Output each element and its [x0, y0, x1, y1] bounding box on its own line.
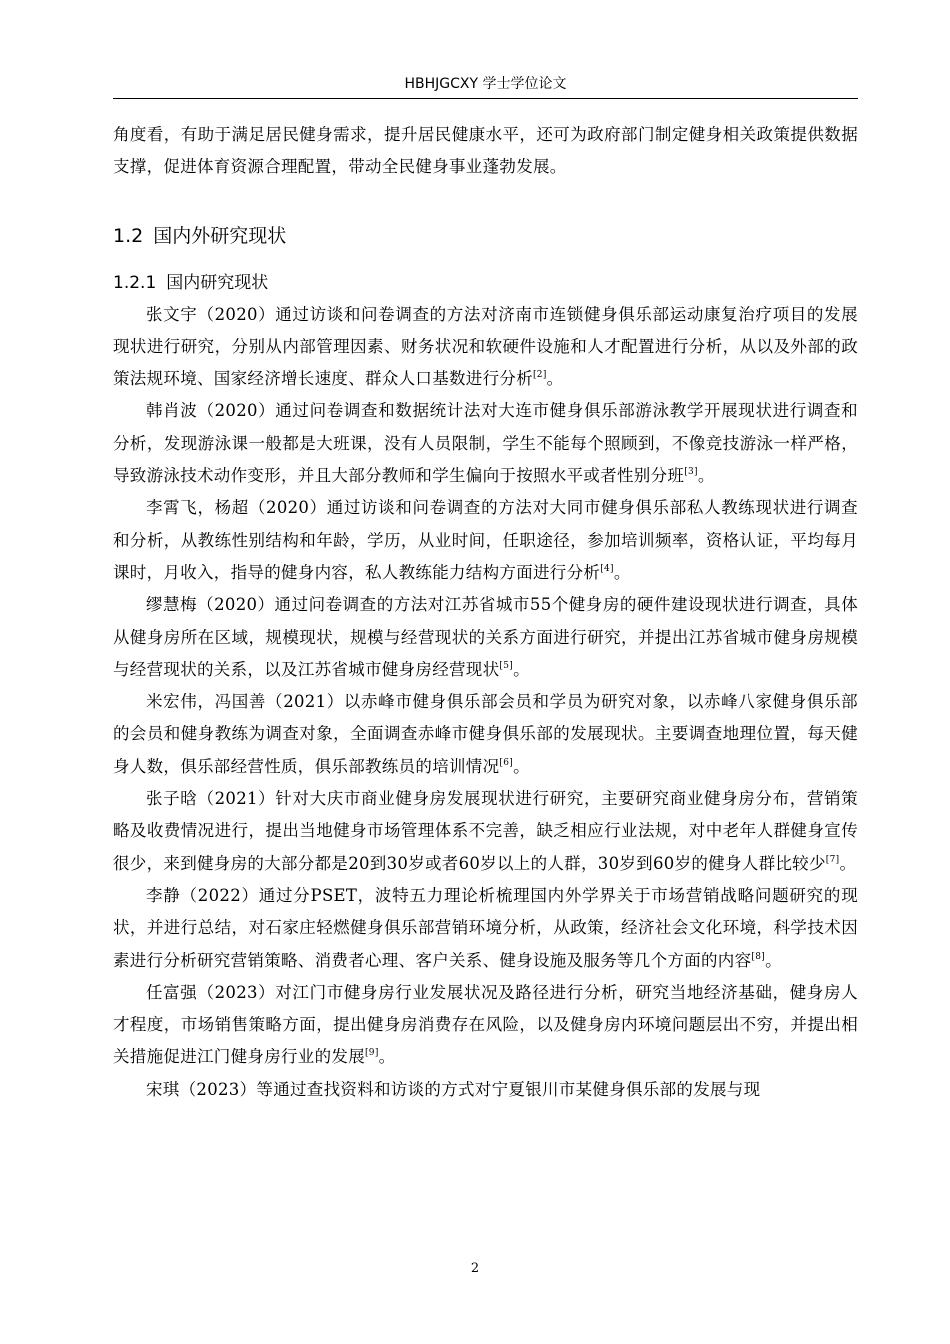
section-title: 国内外研究现状: [153, 224, 287, 247]
citation-ref: [4]: [600, 563, 614, 574]
paragraph-miao-huimei: [113, 589, 858, 686]
citation-ref: [3]: [684, 467, 698, 478]
paragraph-text: 李霄飞，杨超（2020）通过访谈和问卷调查的方法对大同市健身俱乐部私人教练现状进行调查和分析，从教练性别结构和年龄，学历，从业时间，任职途径，参加培训频率，资格认证，平均每月课时，月收入，指导的健身内容，私人教练能力结构方面进行分析: [113, 498, 858, 582]
paragraph-li-jing: [113, 880, 858, 977]
paragraph-text: 宋琪（2023）等通过查找资料和访谈的方式对宁夏银川市某健身俱乐部的发展与现: [146, 1079, 761, 1099]
paragraph-li-xiaofei: [113, 492, 858, 589]
paragraph-end: 。: [513, 756, 530, 776]
paragraph-end: 。: [378, 1047, 396, 1067]
section-number: 1.2: [113, 224, 144, 247]
paragraph-mi-hongwei: [113, 686, 858, 783]
running-header: HBHJGCXY 学士学位论文: [404, 76, 567, 92]
paragraph-end: 。: [765, 950, 782, 970]
section-heading: [113, 222, 858, 250]
page-number: 2: [470, 1261, 480, 1276]
intro-paragraph: 角度看，有助于满足居民健身需求，提升居民健康水平，还可为政府部门制定健身相关政策提供数据支撑，促进体育资源合理配置，带动全民健身事业蓬勃发展。: [113, 125, 858, 177]
subsection-heading: [113, 270, 858, 296]
citation-ref: [7]: [825, 854, 840, 865]
paragraph-end: 。: [546, 369, 564, 389]
paragraph-ren-fuqiang: [113, 977, 858, 1074]
citation-ref: [8]: [751, 951, 766, 962]
citation-ref: [9]: [365, 1048, 379, 1059]
paragraph-zhang-zihan: [113, 783, 858, 880]
paragraph-text: 李静（2022）通过分PSET，波特五力理论析梳理国内外学界关于市场营销战略问题研究的现状，并进行总结，对石家庄轻燃健身俱乐部营销环境分析，从政策，经济社会文化环境，科学技术因素进行分析研究营销策略、消费者心理、客户关系、健身设施及服务等几个方面的内容: [113, 885, 858, 970]
paragraph-text: 米宏伟，冯国善（2021）以赤峰市健身俱乐部会员和学员为研究对象，以赤峰八家健身俱乐部的会员和健身教练为调查对象，全面调查赤峰市健身俱乐部的发展现状。主要调查地理位置，每天健身人数，俱乐部经营性质，俱乐部教练员的培训情况: [113, 692, 858, 776]
paragraph-end: 。: [697, 466, 715, 486]
paragraph-end: 。: [513, 659, 530, 679]
paragraph-text: 韩肖波（2020）通过问卷调查和数据统计法对大连市健身俱乐部游泳教学开展现状进行调查和分析，发现游泳课一般都是大班课，没有人员限制，学生不能每个照顾到，不像竞技游泳一样严格，导致游泳技术动作变形，并且大部分教师和学生偏向于按照水平或者性别分班: [113, 401, 858, 486]
paragraph-zhang-wenyu: [113, 299, 858, 396]
subsection-title: 国内研究现状: [166, 272, 269, 293]
paragraph-text: 缪慧梅（2020）通过问卷调查的方法对江苏省城市55个健身房的硬件建设现状进行调查，具体从健身房所在区域，规模现状，规模与经营现状的关系方面进行研究，并提出江苏省城市健身房规模与经营现状的关系，以及江苏省城市健身房经营现状: [113, 595, 858, 679]
paragraph-text: 张子晗（2021）针对大庆市商业健身房发展现状进行研究，主要研究商业健身房分布，营销策略及收费情况进行，提出当地健身市场管理体系不完善，缺乏相应行业法规，对中老年人群健身宣传很少，来到健身房的大部分都是20到30岁或者60岁以上的人群，30岁到60岁的健身人群比较少: [113, 789, 858, 873]
header-rule: [113, 98, 858, 99]
paragraph-song-qi: [113, 1074, 858, 1106]
paragraph-end: 。: [839, 853, 857, 873]
paragraph-text: 任富强（2023）对江门市健身房行业发展状况及路径进行分析，研究当地经济基础，健身房人才程度，市场销售策略方面，提出健身房消费存在风险，以及健身房内环境问题层出不穷，并提出相关措施促进江门健身房行业的发展: [113, 982, 858, 1067]
citation-ref: [2]: [533, 370, 547, 381]
paragraph-text: 张文宇（2020）通过访谈和问卷调查的方法对济南市连锁健身俱乐部运动康复治疗项目的发展现状进行研究，分别从内部管理因素、财务状况和软硬件设施和人才配置进行分析，从以及外部的政策法规环境、国家经济增长速度、群众人口基数进行分析: [113, 304, 858, 389]
paragraph-han-xiaobo: [113, 395, 858, 492]
citation-ref: [6]: [499, 757, 514, 768]
subsection-number: 1.2.1: [113, 272, 157, 293]
citation-ref: [5]: [499, 660, 514, 671]
page-body: [113, 119, 858, 1106]
paragraph-end: 。: [613, 562, 631, 582]
